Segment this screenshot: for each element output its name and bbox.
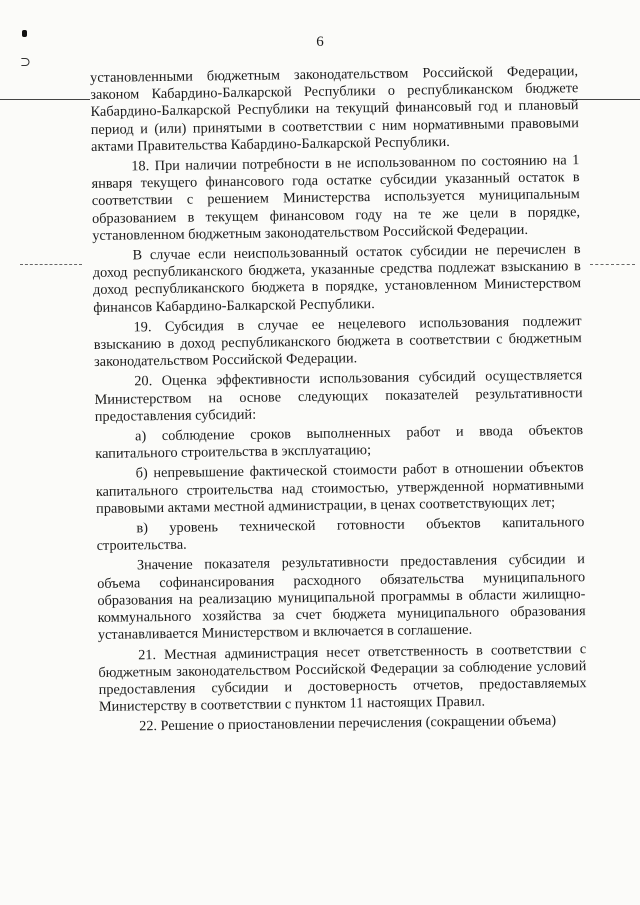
- list-item-c: в) уровень технической готовности объектов капитального строительства.: [96, 514, 585, 555]
- scan-rule-right: [590, 264, 635, 265]
- page-number: 6: [316, 34, 324, 50]
- paragraph-21: 21. Местная администрация несет ответственность в соответствии с бюджетным законодательством Российской Федерации за соблюдение условий предоставления субсидии и достоверность отчетов, предоставляемых Министерству в соответствии с пунктом 11 настоящих Правил.: [98, 640, 587, 716]
- list-item-b: б) непревышение фактической стоимости работ в отношении объектов капитального строительства над стоимостью, утвержденной нормативными правовыми актами местной администрации, в ценах соответствующих лет;: [95, 459, 584, 517]
- paragraph-19: 19. Субсидия в случае ее нецелевого использования подлежит взысканию в доход республиканского бюджета в соответствии с бюджетным законодательством Российской Федерации.: [93, 313, 582, 371]
- paragraph-continuation: установленными бюджетным законодательством Российской Федерации, законом Кабардино-Балкарской Республики о республиканском бюджете Кабардино-Балкарской Республики на текущий финансовый год и плановый период и (или) принятыми в соответствии с ним нормативными правовыми актами Правительства Кабардино-Балкарской Республики.: [90, 63, 579, 155]
- scan-rule-left: [20, 264, 82, 265]
- paragraph-22: 22. Решение о приостановлении перечисления (сокращении объема): [139, 712, 557, 735]
- document-body: [90, 63, 587, 736]
- scan-rule-left: [0, 99, 90, 100]
- paragraph-20: 20. Оценка эффективности использования субсидий осуществляется Министерством на основе следующих показателей результативности предоставления субсидий:: [94, 367, 583, 425]
- paragraph-indicator-value: Значение показателя результативности предоставления субсидии и объема софинансирования расходного обязательства муниципального образования на реализацию муниципальной программы в области жилищно-коммунального хозяйства за счет бюджета муниципального образования устанавливается Министерством и включается в соглашение.: [97, 551, 586, 644]
- scan-mark-hook: ⊃: [20, 54, 31, 69]
- paragraph-18: 18. При наличии потребности в не использованном по состоянию на 1 января текущего финансового года остатке субсидии указанный остаток в соответствии с решением Министерства используется муниципальным образованием в текущем финансовом году на те же цели в порядке, установленном бюджетным законодательством Российской Федерации.: [91, 152, 581, 244]
- list-item-a: а) соблюдение сроков выполненных работ и ввода объектов капитального строительства в эксплуатацию;: [95, 422, 584, 463]
- paragraph-18-remainder: В случае если неиспользованный остаток субсидии не перечислен в доход республиканского бюджета, указанные средства подлежат взысканию в доход республиканского бюджета в порядке, установленном Министерством финансов Кабардино-Балкарской Республики.: [92, 241, 582, 316]
